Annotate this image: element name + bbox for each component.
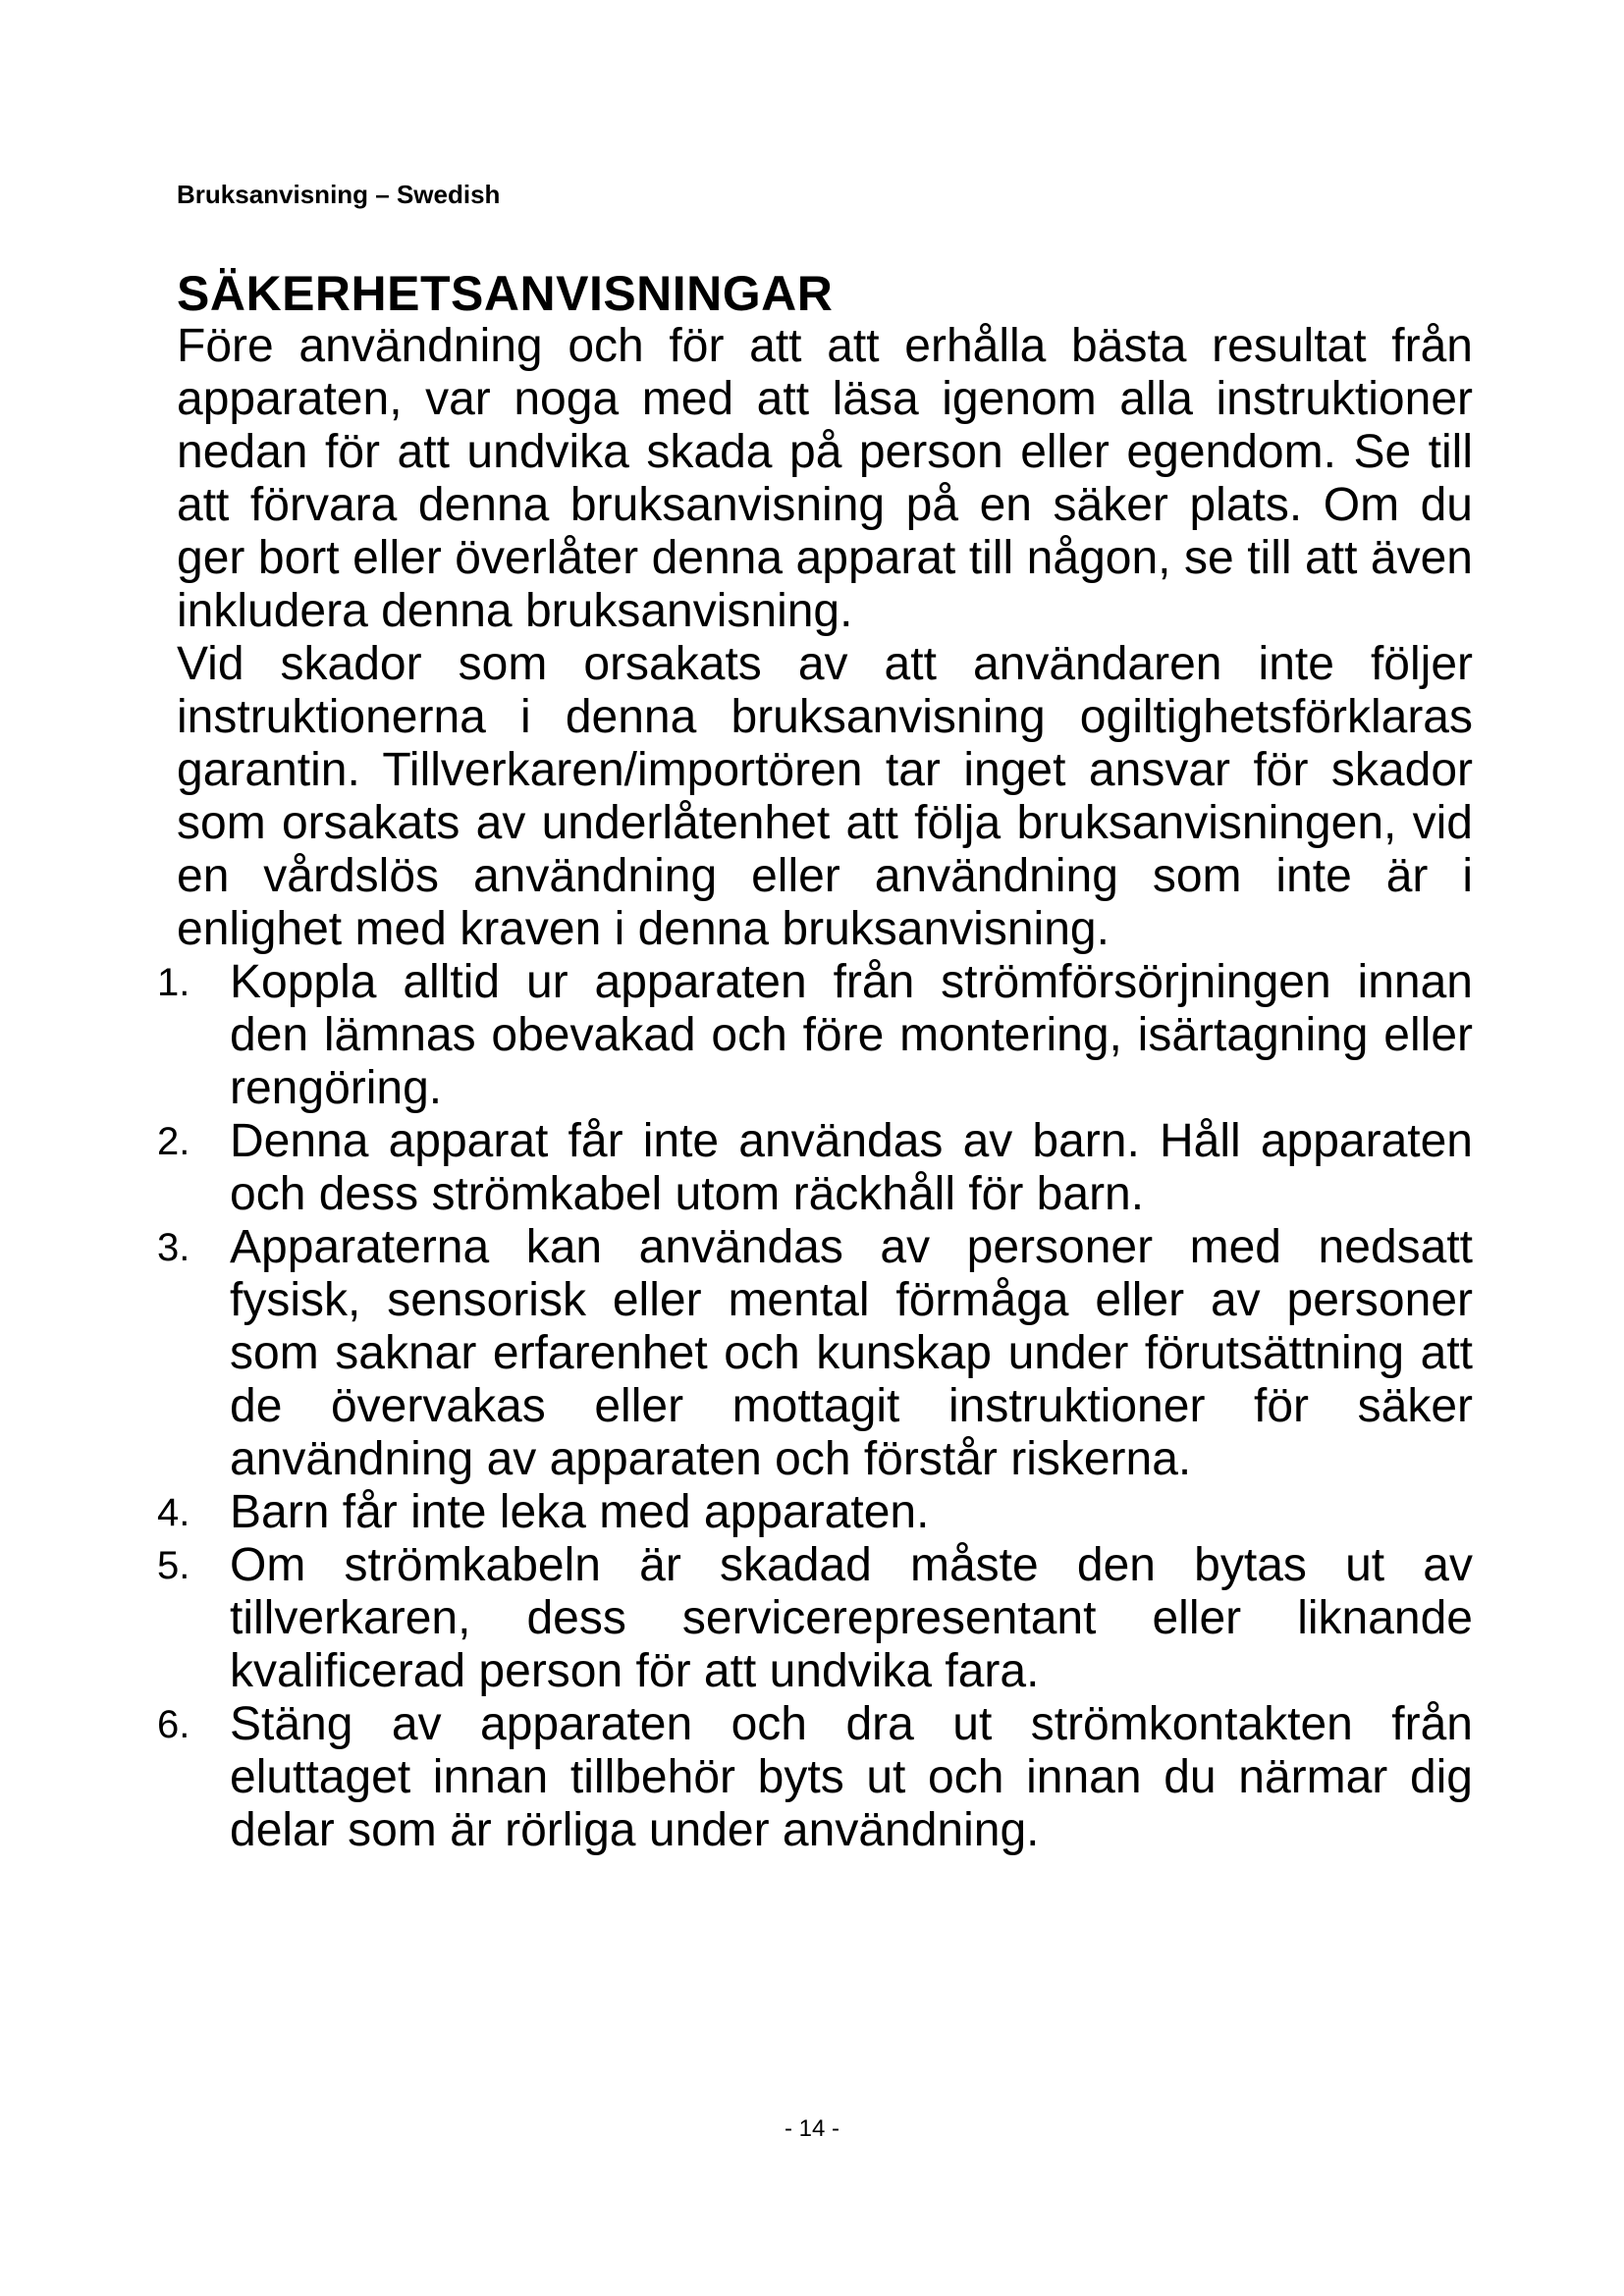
page-number: - 14 -	[784, 2115, 839, 2142]
list-item	[157, 1115, 1473, 1221]
list-item-number: 3.	[157, 1226, 190, 1269]
list-item-text: Barn får inte leka med apparaten.	[230, 1486, 930, 1538]
intro-paragraph: Före användning och för att att erhålla bästa resultat från apparaten, var noga med att läsa igenom alla instruktioner nedan för att undvika skada på person eller egendom. Se till att förvara denna bruksanvisning på en säker plats. Om du ger bort eller överlåter denna apparat till någon, se till att även inkludera denna bruksanvisning.	[177, 320, 1473, 637]
list-item-number: 1.	[157, 961, 190, 1004]
list-item-number: 6.	[157, 1703, 190, 1746]
list-item	[157, 1539, 1473, 1698]
warranty-paragraph: Vid skador som orsakats av att användaren inte följer instruktionerna i denna bruksanvisning ogiltighetsförklaras garantin. Tillverkaren/importören tar inget ansvar för skador som orsakats av underlåtenhet att följa bruksanvisningen, vid en vårdslös användning eller användning som inte är i enlighet med kraven i denna bruksanvisning.	[177, 638, 1473, 955]
list-item-number: 4.	[157, 1491, 190, 1534]
list-item	[157, 956, 1473, 1115]
safety-rules-list	[157, 956, 1473, 1857]
list-item-text: Denna apparat får inte användas av barn. Håll apparaten och dess strömkabel utom räckhåll för barn.	[230, 1115, 1473, 1220]
safety-instructions	[157, 320, 1473, 1857]
document-header: Bruksanvisning – Swedish	[177, 180, 501, 209]
list-item-text: Koppla alltid ur apparaten från strömförsörjningen innan den lämnas obevakad och före montering, isärtagning eller rengöring.	[230, 956, 1473, 1114]
list-item-number: 2.	[157, 1120, 190, 1163]
list-item	[157, 1486, 1473, 1539]
list-item	[157, 1698, 1473, 1857]
section-title: SÄKERHETSANVISNINGAR	[177, 266, 834, 321]
list-item-number: 5.	[157, 1544, 190, 1587]
list-item-text: Apparaterna kan användas av personer med nedsatt fysisk, sensorisk eller mental förmåga eller av personer som saknar erfarenhet och kunskap under förutsättning att de övervakas eller mottagit instruktioner för säker användning av apparaten och förstår riskerna.	[230, 1221, 1473, 1485]
list-item-text: Om strömkabeln är skadad måste den bytas ut av tillverkaren, dess servicerepresentant eller liknande kvalificerad person för att undvika fara.	[230, 1539, 1473, 1697]
list-item	[157, 1221, 1473, 1486]
list-item-text: Stäng av apparaten och dra ut strömkontakten från eluttaget innan tillbehör byts ut och innan du närmar dig delar som är rörliga under användning.	[230, 1698, 1473, 1856]
